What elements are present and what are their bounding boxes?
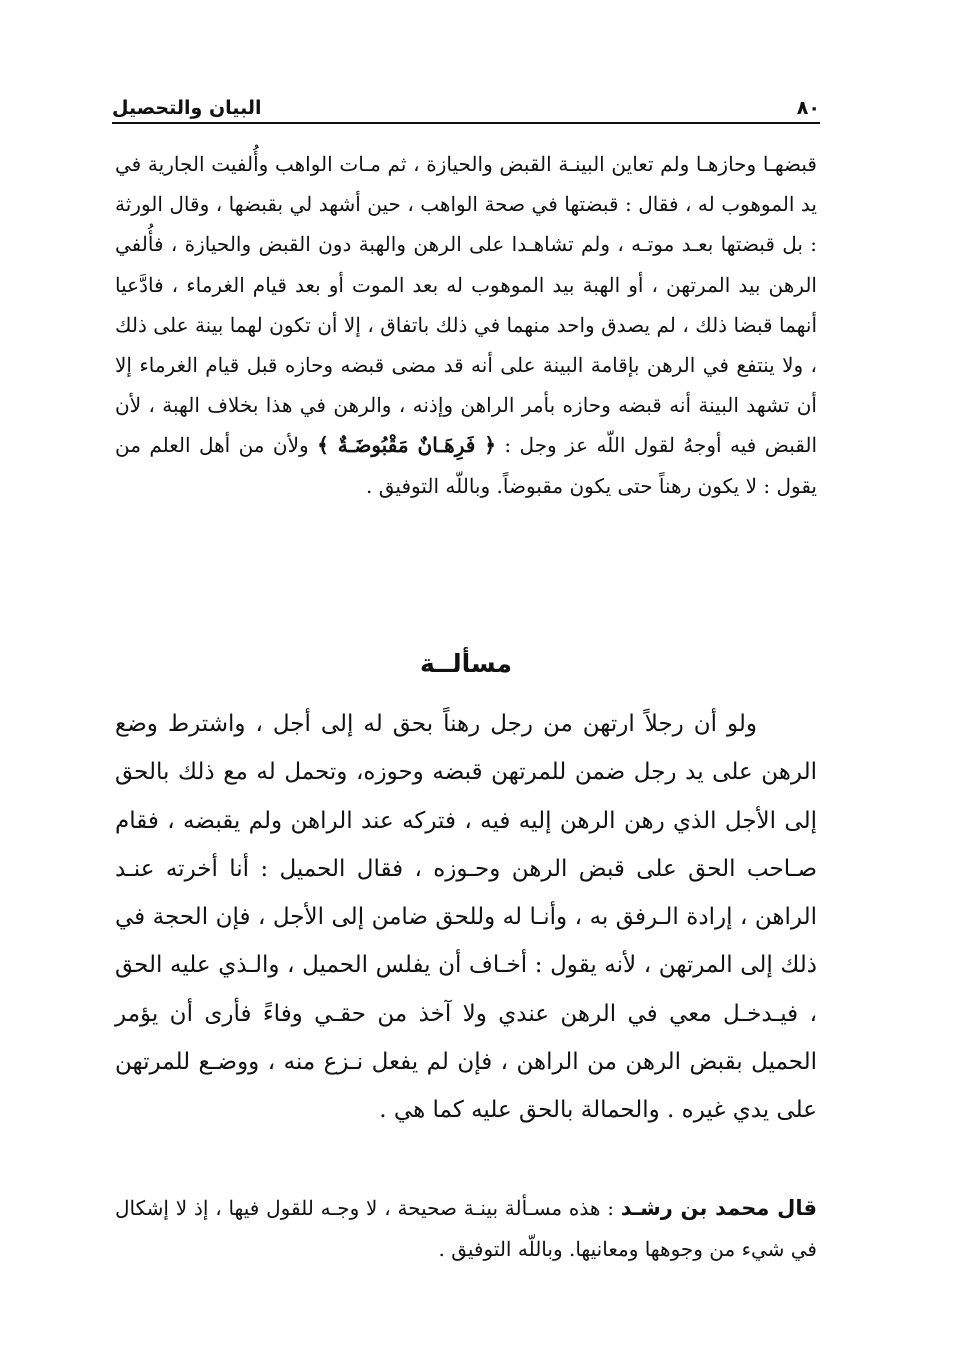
- book-title: البيان والتحصيل: [112, 97, 262, 119]
- ruling-text: : هذه مسـألة بينـة صحيحة ، لا وجـه للقول فيها ، إذ لا إشكال في شيء من وجوهها ومعانيها. وباللّه التوفيق .: [115, 1196, 817, 1261]
- running-header: [112, 84, 820, 122]
- question-paragraph: [115, 700, 817, 1135]
- question-text: ولو أن رجلاً ارتهن من رجل رهناً بحق له إلى أجل ، واشترط وضع الرهن على يد رجل ضمن للمرتهن قبضه وحوزه، وتحمل له مع ذلك بالحق إلى الأجل الذي رهن الرهن إليه فيه ، فتركه عند الراهن ولم يقبضه ، فقام صـاحب الحق على قبض الرهن وحـوزه ، فقال الحميل : أنا أخرته عنـد الراهن ، إرادة الـرفق به ، وأنـا له وللحق ضامن إلى الأجل ، فإن الحجة في ذلك إلى المرتهن ، لأنه يقول : أخـاف أن يفلس الحميل ، والـذي عليه الحق ، فيـدخـل معي في الرهن عندي ولا آخذ من حقـي وفاءً فأرى أن يؤمر الحميل بقبض الرهن من الراهن ، فإن لم يفعل نـزع منه ، ووضـع للمرتهن على يدي غيره . والحمالة بالحق عليه كما هي .: [115, 711, 817, 1124]
- commentary-paragraph: [115, 144, 817, 506]
- header-rule: [112, 122, 820, 124]
- quran-quote: ﴿ فَرِهَـانٌ مَقْبُوضَـةٌ ﴾: [317, 433, 497, 458]
- ruling-paragraph: [115, 1188, 817, 1270]
- paragraph-text-after-quote: ولأن من أهل العلم من يقول : لا يكون رهناً حتى يكون مقبوضاً. وباللّه التوفيق .: [115, 433, 817, 498]
- speaker-name: قال محمد بن رشـد: [620, 1196, 818, 1220]
- paragraph-text-before-quote: قبضهـا وحازهـا ولم تعاين البينـة القبض والحيازة ، ثم مـات الواهب وأُلفيت الجارية في يد الموهوب له ، فقال : قبضتها في صحة الواهب ، حين أشهد لي بقبضها ، وقال الورثة : بل قبضتها بعـد موتـه ، ولم تشاهـدا على الرهن والهبة دون القبض والحيازة ، فأُلفي الرهن بيد المرتهن ، أو الهبة بيد الموهوب له بعد الموت أو بعد قيام الغرماء ، فادَّعيا أنهما قبضا ذلك ، لم يصدق واحد منهما في ذلك باتفاق ، إلا أن تكون لهما بينة على ذلك ، ولا ينتفع في الرهن بإقامة البينة على أنه قد مضى قبضه وحازه قبل قيام الغرماء إلا أن تشهد البينة أنه قبضه وحازه بأمر الراهن وإذنه ، والرهن في هذا بخلاف الهبة ، لأن القبض فيه أوجهُ لقول اللّه عز وجل :: [115, 152, 818, 458]
- section-heading: مسألــة: [420, 649, 512, 678]
- page-number: ٨٠: [796, 97, 820, 119]
